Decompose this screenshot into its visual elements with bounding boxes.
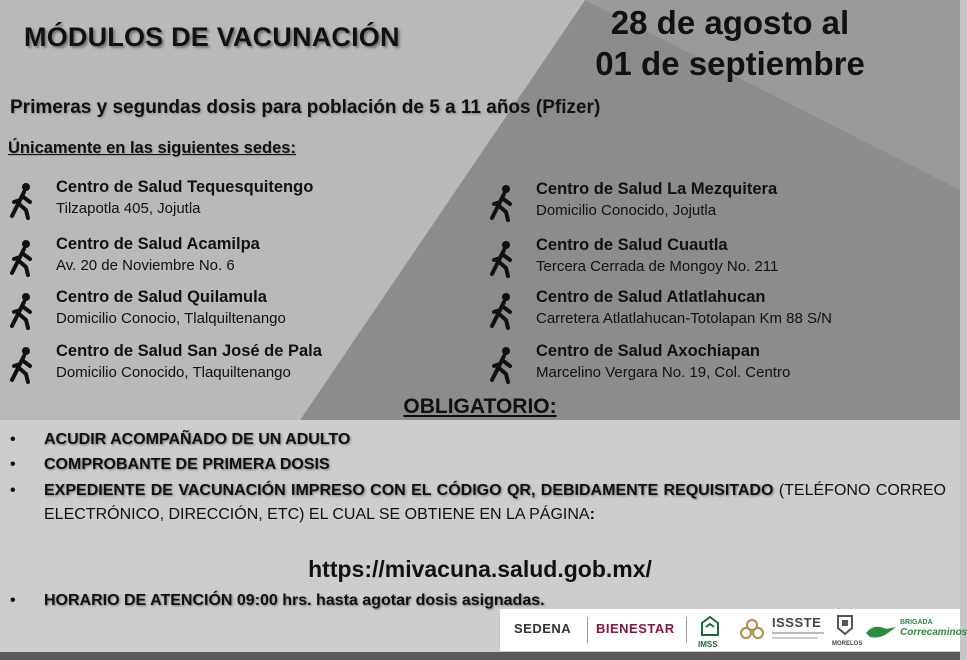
morelos-label: MORELOS	[832, 641, 863, 647]
walking-person-icon	[486, 184, 518, 222]
site-name: Centro de Salud La Mezquitera	[536, 180, 778, 198]
site-address: Domicilio Conocio, Tlalquiltenango	[56, 310, 286, 327]
brigada-label: BRIGADA	[900, 619, 933, 626]
walking-person-icon	[6, 182, 38, 220]
bullet: •	[10, 592, 16, 609]
sedena-label: SEDENA	[514, 621, 572, 636]
sites-heading: Únicamente en las siguientes sedes:	[8, 139, 296, 157]
flower-emblem-icon	[738, 615, 766, 645]
site-item	[486, 236, 916, 284]
walking-person-icon	[486, 346, 518, 384]
site-name: Centro de Salud Acamilpa	[56, 235, 260, 253]
requirement-text: ACUDIR ACOMPAÑADO DE UN ADULTO	[44, 431, 351, 448]
site-name: Centro de Salud San José de Pala	[56, 342, 322, 360]
vaccination-url: https://mivacuna.salud.gob.mx/	[308, 556, 652, 582]
site-item	[6, 178, 436, 226]
walking-person-icon	[6, 292, 38, 330]
site-name: Centro de Salud Atlatlahucan	[536, 288, 766, 306]
morelos-logo	[832, 609, 863, 651]
divider	[587, 617, 588, 643]
imss-emblem-icon	[698, 615, 722, 639]
requirement-text: COMPROBANTE DE PRIMERA DOSIS	[44, 456, 330, 473]
requirement-item	[10, 428, 946, 452]
site-address: Tercera Cerrada de Mongoy No. 211	[536, 258, 779, 275]
morelos-flower-logo	[736, 609, 768, 651]
bottom-bar	[0, 652, 960, 660]
issste-label: ISSSTE	[772, 615, 822, 630]
correcaminos-label: Correcaminos	[900, 627, 967, 638]
site-name: Centro de Salud Tequesquitengo	[56, 178, 314, 196]
requirement-item	[10, 479, 946, 527]
bullet: •	[10, 482, 16, 499]
site-address: Marcelino Vergara No. 19, Col. Centro	[536, 364, 791, 381]
imss-label: IMSS	[698, 640, 718, 649]
site-item	[6, 288, 436, 336]
bienestar-label: BIENESTAR	[596, 621, 675, 636]
site-name: Centro de Salud Quilamula	[56, 288, 267, 306]
site-address: Carretera Atlatlahucan-Totolapan Km 88 S/N	[536, 310, 832, 327]
site-name: Centro de Salud Cuautla	[536, 236, 728, 254]
walking-person-icon	[6, 239, 38, 277]
page-title: MÓDULOS DE VACUNACIÓN	[24, 22, 400, 52]
subtitle: Primeras y segundas dosis para población de 5 a 11 años (Pfizer)	[10, 97, 601, 118]
site-address: Tilzapotla 405, Jojutla	[56, 200, 201, 217]
requirement-text	[44, 479, 946, 527]
roadrunner-icon	[864, 621, 898, 641]
walking-person-icon	[486, 292, 518, 330]
walking-person-icon	[6, 346, 38, 384]
requirements-heading: OBLIGATORIO:	[403, 395, 557, 418]
requirement-text-detail: (TELÉFONO CORREO ELECTRÓNICO, DIRECCIÓN, ETC) EL CUAL SE OBTIENE EN LA PÁGINA	[44, 482, 947, 523]
brigada-logo	[864, 609, 967, 651]
bullet: •	[10, 431, 16, 448]
requirement-text-bold: EXPEDIENTE DE VACUNACIÓN IMPRESO CON EL CÓDIGO QR, DEBIDAMENTE REQUISITADO	[44, 482, 774, 499]
site-item	[486, 288, 916, 336]
issste-subtext-line	[772, 637, 818, 639]
bullet: •	[10, 456, 16, 473]
site-item	[486, 180, 916, 228]
site-name: Centro de Salud Axochiapan	[536, 342, 761, 360]
divider	[686, 617, 687, 643]
site-address: Av. 20 de Noviembre No. 6	[56, 257, 235, 274]
site-address: Domicilio Conocido, Jojutla	[536, 202, 717, 219]
site-item	[6, 235, 436, 283]
logos-strip	[500, 609, 967, 651]
issste-logo	[772, 609, 828, 651]
date-line-2: 01 de septiembre	[595, 45, 865, 82]
site-item	[6, 342, 436, 390]
morelos-shield-icon	[836, 614, 854, 636]
site-item	[486, 342, 916, 390]
date-range	[560, 2, 900, 84]
issste-subtext-line	[772, 632, 824, 634]
requirement-text: HORARIO DE ATENCIÓN 09:00 hrs. hasta agotar dosis asignadas.	[44, 592, 545, 609]
date-line-1: 28 de agosto al	[610, 4, 850, 41]
walking-person-icon	[486, 240, 518, 278]
site-address: Domicilio Conocido, Tlaquiltenango	[56, 364, 291, 381]
imss-logo	[696, 609, 724, 651]
requirement-item	[10, 453, 946, 477]
requirement-colon: :	[589, 506, 595, 523]
